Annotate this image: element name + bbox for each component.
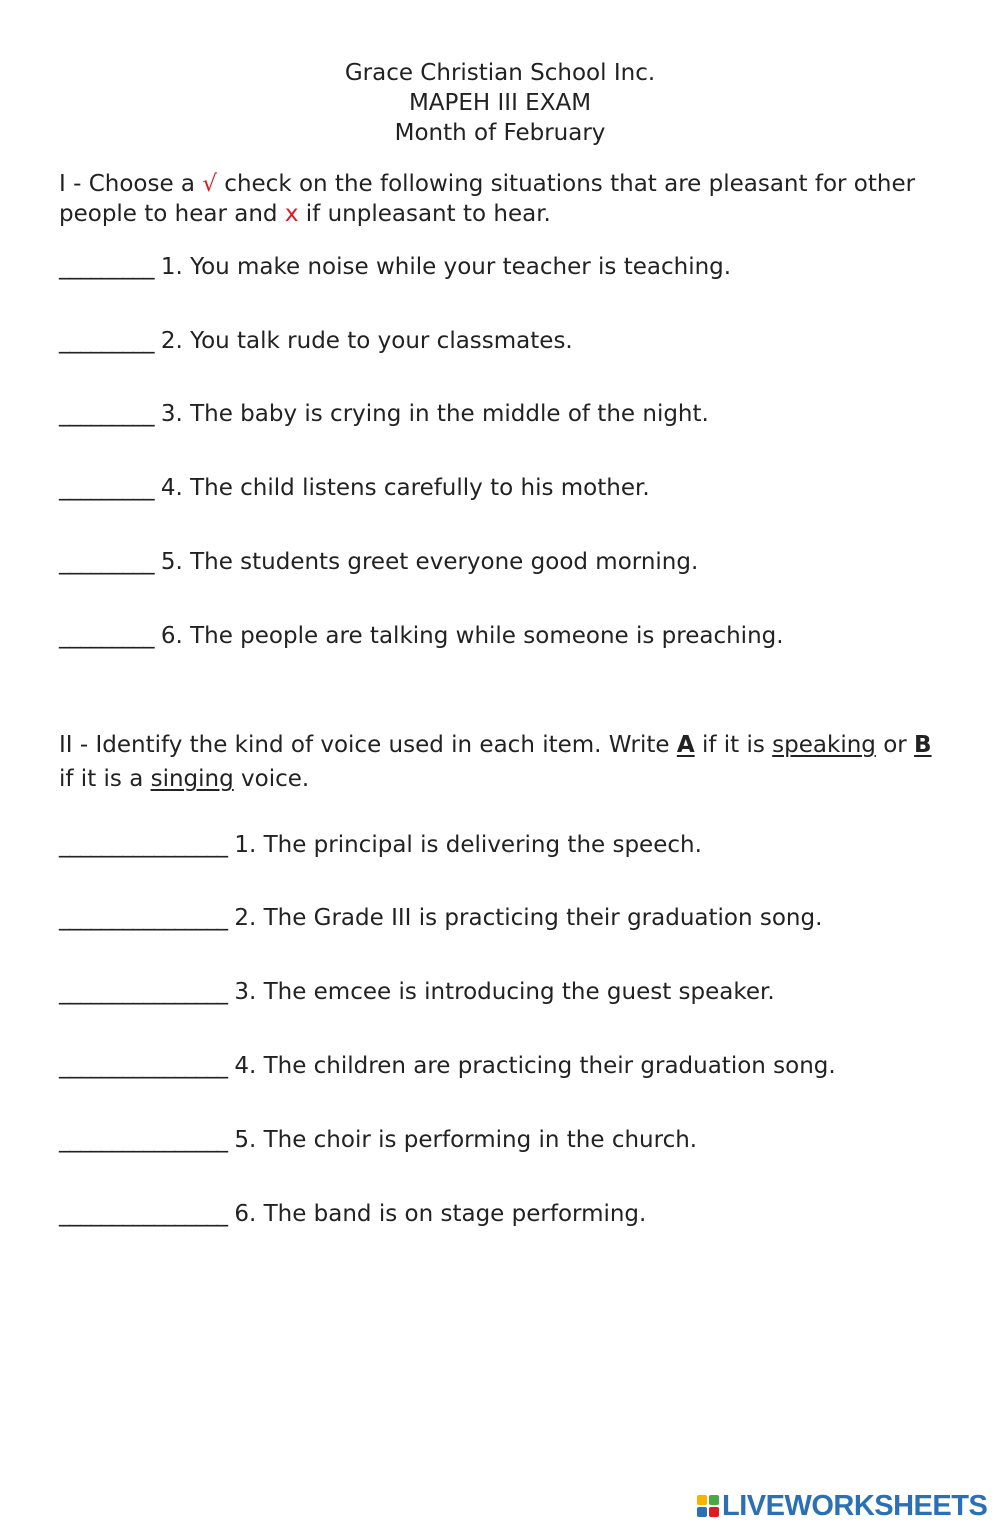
item-text: 2. You talk rude to your classmates. (160, 328, 573, 354)
answer-blank[interactable]: _________ (59, 549, 154, 575)
part1-item-3 (59, 399, 709, 429)
item-text: 4. The child listens carefully to his mother. (160, 475, 650, 501)
item-text: 3. The baby is crying in the middle of the night. (160, 401, 709, 427)
part2-item-5 (59, 1125, 697, 1155)
worksheet-header (0, 58, 1000, 148)
part1-item-6 (59, 621, 784, 651)
answer-blank[interactable]: ________________ (59, 1201, 227, 1227)
part2-item-4 (59, 1051, 836, 1081)
answer-blank[interactable]: _________ (59, 328, 154, 354)
part2-item-6 (59, 1199, 646, 1229)
answer-blank[interactable]: ________________ (59, 905, 227, 931)
part2-item-3 (59, 977, 775, 1007)
answer-blank[interactable]: _________ (59, 623, 154, 649)
item-text: 5. The choir is performing in the church. (234, 1127, 698, 1153)
part1-instruction: I - Choose a √ check on the following situations that are pleasant for other people to hear and x if unpleasant to hear. (59, 171, 916, 227)
item-text: 3. The emcee is introducing the guest speaker. (234, 979, 775, 1005)
x-mark-icon: x (284, 201, 299, 227)
school-name: Grace Christian School Inc. (344, 60, 656, 86)
answer-blank[interactable]: _________ (59, 475, 154, 501)
item-text: 4. The children are practicing their graduation song. (234, 1053, 836, 1079)
part1-item-5 (59, 547, 698, 577)
logo-text: LIVEWORKSHEETS (722, 1489, 988, 1522)
part1-item-2 (59, 326, 573, 356)
item-text: 6. The band is on stage performing. (234, 1201, 647, 1227)
part2-item-1 (59, 830, 702, 860)
part1-item-1 (59, 252, 731, 282)
part1-item-4 (59, 473, 650, 503)
exam-month: Month of February (394, 120, 606, 146)
answer-blank[interactable]: ________________ (59, 979, 227, 1005)
answer-blank[interactable]: _________ (59, 254, 154, 280)
item-text: 6. The people are talking while someone is preaching. (160, 623, 784, 649)
answer-blank[interactable]: ________________ (59, 1053, 227, 1079)
item-text: 1. The principal is delivering the speech. (234, 832, 702, 858)
item-text: 1. You make noise while your teacher is teaching. (160, 254, 732, 280)
liveworksheets-logo (697, 1490, 987, 1522)
logo-grid-icon (697, 1495, 719, 1517)
item-text: 5. The students greet everyone good morning. (160, 549, 699, 575)
part2-instruction: II - Identify the kind of voice used in each item. Write A if it is speaking or B if it is a singing voice. (59, 732, 932, 792)
answer-blank[interactable]: ________________ (59, 1127, 227, 1153)
answer-blank[interactable]: _________ (59, 401, 154, 427)
exam-title: MAPEH III EXAM (408, 90, 592, 116)
answer-blank[interactable]: ________________ (59, 832, 227, 858)
part2-item-2 (59, 903, 822, 933)
item-text: 2. The Grade III is practicing their graduation song. (234, 905, 823, 931)
check-mark-icon: √ (202, 171, 217, 197)
